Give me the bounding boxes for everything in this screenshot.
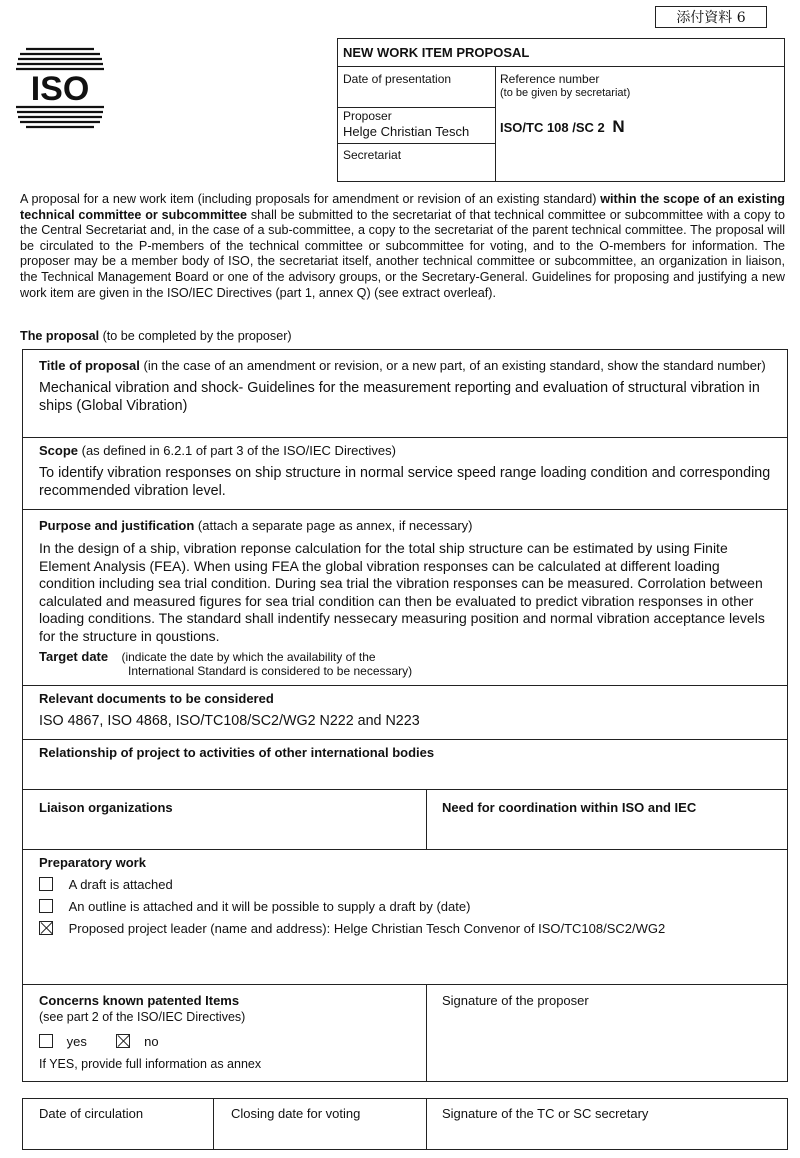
iso-logo-text: ISO bbox=[30, 70, 90, 108]
proposer-value: Helge Christian Tesch bbox=[343, 124, 470, 139]
purpose-value: In the design of a ship, vibration reponse calculation for the total ship structure can be estimated by using Finite Element Analysis (FEA). When using FEA the global vibration responses can be calculated at different loading condition including sea trial condition. During sea trial the vibration responses can be measured. Corrolation between calculated and measured figures for sea trial condition can then be evaluated to predict vibration responses in other loading conditions. The standard shall indentify nessecary measuring position and normal vibration acceptance levels for the structure in qoustions. bbox=[39, 540, 765, 644]
header-box bbox=[337, 38, 785, 182]
reference-number-suffix: N bbox=[612, 117, 625, 136]
reference-number-note: (to be given by secretariat) bbox=[500, 87, 631, 99]
draft-attached-checkbox[interactable] bbox=[39, 877, 53, 891]
outline-attached-checkbox[interactable] bbox=[39, 899, 53, 913]
preparatory-item[interactable]: A draft is attached bbox=[39, 877, 773, 899]
date-of-circulation-label: Date of circulation bbox=[39, 1106, 144, 1121]
signature-secretary-label: Signature of the TC or SC secretary bbox=[442, 1106, 649, 1121]
title-value: Mechanical vibration and shock- Guidelines for the measurement reporting and evaluation of structural vibration in ships (Global Vibration) bbox=[39, 380, 760, 414]
proposal-box bbox=[22, 349, 788, 1082]
project-leader-checkbox[interactable] bbox=[39, 921, 53, 935]
title-section: Title of proposal (in the case of an amendment or revision, or a new part, of an existing standard, show the standard number) Mechanical vibration and shock- Guidelines for the measurement reporting and evaluation of structural vibration in ships (Global Vibration) bbox=[39, 358, 773, 415]
relationship-section: Relationship of project to activities of other international bodies bbox=[39, 745, 435, 760]
date-of-presentation-label: Date of presentation bbox=[343, 72, 452, 86]
relevant-docs-value: ISO 4867, ISO 4868, ISO/TC108/SC2/WG2 N222 and N223 bbox=[39, 713, 420, 729]
scope-value: To identify vibration responses on ship structure in normal service speed range loading condition and corresponding recommended vibration level. bbox=[39, 465, 771, 499]
iso-logo-icon bbox=[14, 42, 106, 134]
form-title: NEW WORK ITEM PROPOSAL bbox=[338, 39, 784, 67]
target-date-section: Target date (indicate the date by which the availability of the International Standard is considered to be necessary) bbox=[39, 649, 413, 678]
scope-section: Scope (as defined in 6.2.1 of part 3 of the ISO/IEC Directives) To identify vibration responses on ship structure in normal service speed range loading condition and corresponding recommended vibration level. bbox=[39, 443, 773, 500]
coordination-section: Need for coordination within ISO and IEC bbox=[442, 800, 697, 815]
proposal-label: The proposal (to be completed by the proposer) bbox=[20, 329, 292, 343]
footer-table bbox=[22, 1098, 788, 1150]
intro-paragraph: A proposal for a new work item (including proposals for amendment or revision of an existing standard) within the scope of an existing technical committee or subcommittee shall be submitted to the secretariat of that technical committee or subcommittee with a copy to the Central Secretariat and, in the case of a sub-committee, a copy to the secretariat of the parent technical committee. The proposal will be circulated to the P-members of the technical committee or subcommittee for voting, and to the O-members for information. The proposer may be a member body of ISO, the secretariat itself, another technical committee or subcommittee, an organization in liaison, the Technical Management Board or one of the advisory groups, or the Secretary-General. Guidelines for proposing and justifying a new work item are given in the ISO/IEC Directives (part 1, annex Q) (see extract overleaf). bbox=[20, 192, 785, 300]
attachment-label: 添付資料 6 bbox=[655, 6, 767, 28]
patents-no-checkbox[interactable] bbox=[116, 1034, 130, 1048]
secretariat-label: Secretariat bbox=[343, 148, 402, 162]
relevant-docs-section: Relevant documents to be considered ISO 4867, ISO 4868, ISO/TC108/SC2/WG2 N222 and N223 bbox=[39, 691, 773, 731]
signature-proposer-section: Signature of the proposer bbox=[442, 993, 589, 1008]
preparatory-item[interactable]: Proposed project leader (name and address): Helge Christian Tesch Convenor of ISO/TC108/SC2/WG2 bbox=[39, 921, 773, 943]
preparatory-section: Preparatory work A draft is attached An outline is attached and it will be possible to supply a draft by (date) Proposed project leader (name and address): Helge Christian Tesch Convenor of ISO/TC108/SC2/WG2 bbox=[39, 855, 773, 943]
reference-number-value: ISO/TC 108 /SC 2 bbox=[500, 120, 605, 135]
liaison-section: Liaison organizations bbox=[39, 800, 173, 815]
patents-section: Concerns known patented Items (see part 2 of the ISO/IEC Directives) yes no If YES, provide full information as annex bbox=[39, 993, 262, 1071]
iso-logo bbox=[14, 42, 106, 134]
purpose-section: Purpose and justification (attach a separate page as annex, if necessary) In the design of a ship, vibration reponse calculation for the total ship structure can be estimated by using Finite Element Analysis (FEA). When using FEA the global vibration responses can be calculated at different loading condition including sea trial condition. During sea trial the vibration responses can be measured. Corrolation between calculated and measured figures for sea trial condition can then be evaluated to predict vibration responses in other loading conditions. The standard shall indentify nessecary measuring position and normal vibration acceptance levels for the structure in qoustions. bbox=[39, 518, 773, 646]
closing-date-label: Closing date for voting bbox=[231, 1106, 361, 1121]
reference-number-label: Reference number bbox=[500, 72, 600, 86]
patents-yes-checkbox[interactable] bbox=[39, 1034, 53, 1048]
preparatory-item[interactable]: An outline is attached and it will be possible to supply a draft by (date) bbox=[39, 899, 773, 921]
proposer-label: Proposer bbox=[343, 109, 392, 123]
